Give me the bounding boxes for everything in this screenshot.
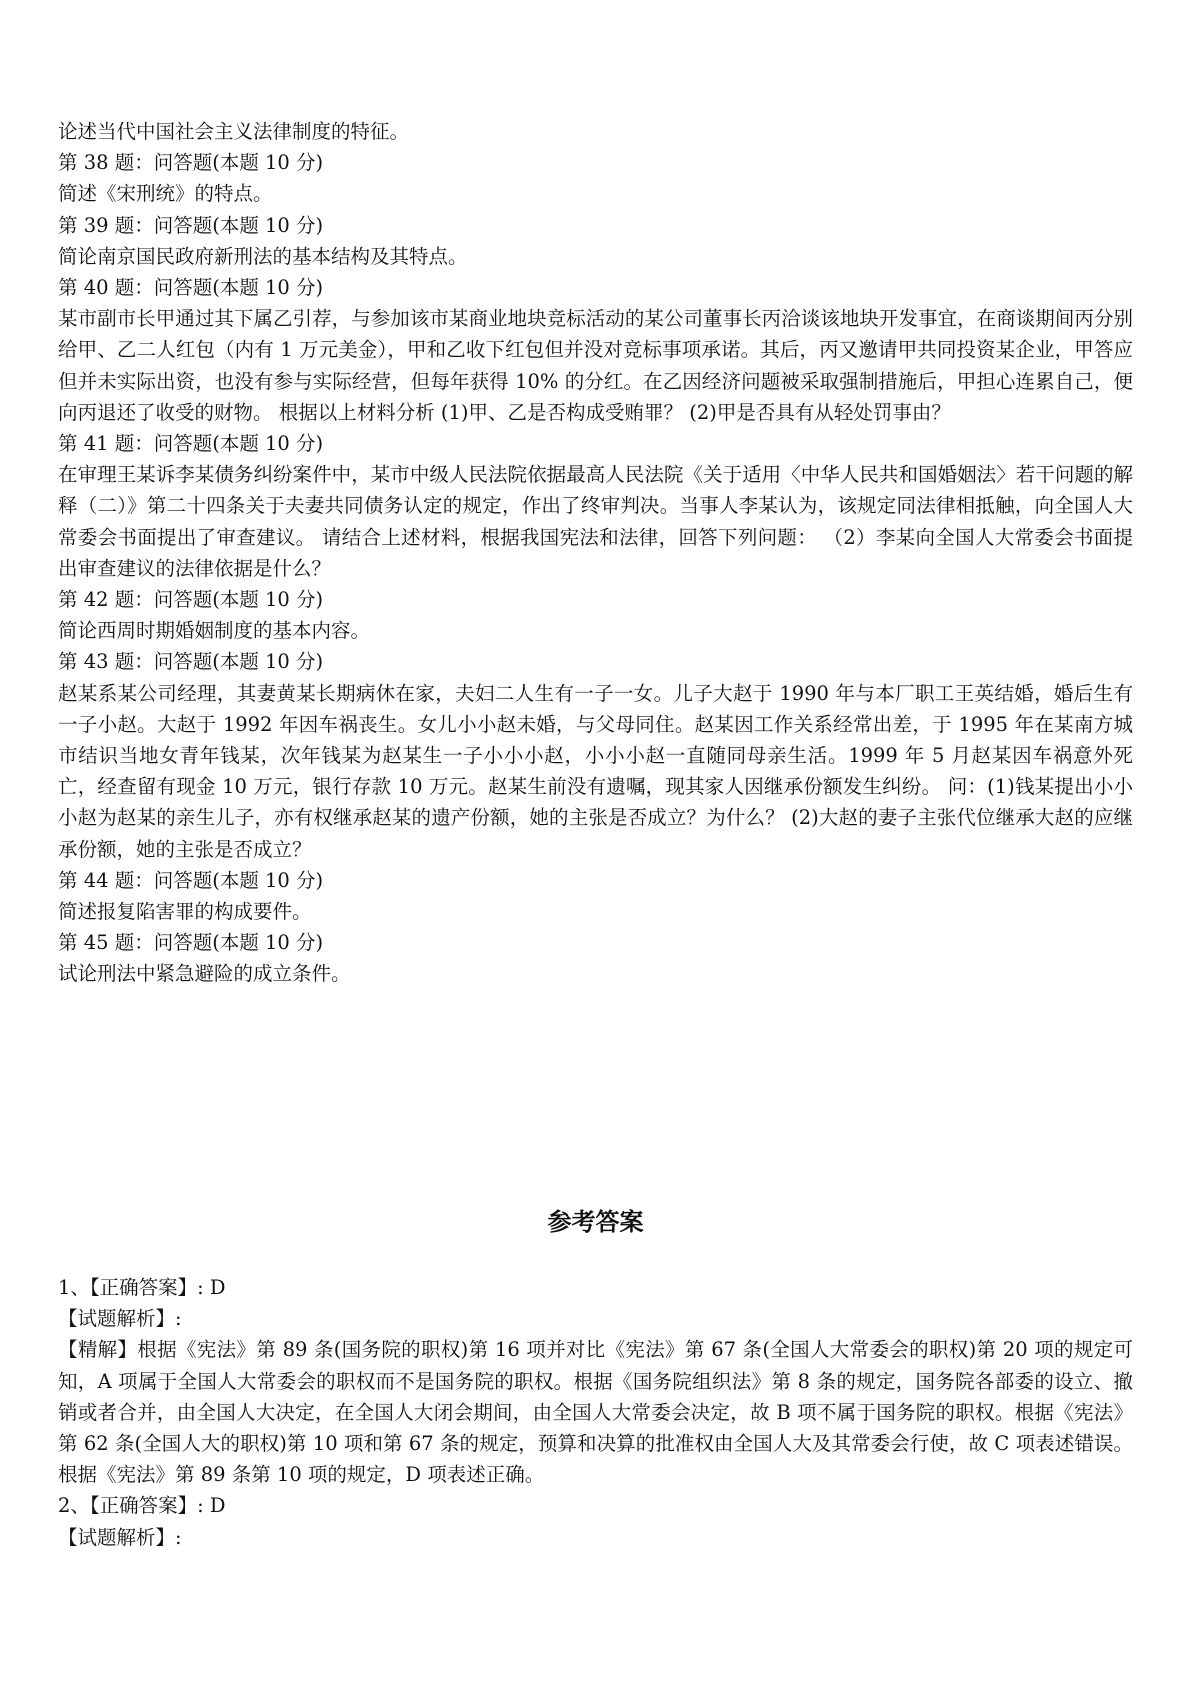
- question-41-header: 第 41 题：问答题(本题 10 分): [58, 432, 324, 456]
- answer-1-analysis-label: 【试题解析】:: [58, 1307, 182, 1331]
- question-42-header: 第 42 题：问答题(本题 10 分): [58, 588, 324, 612]
- question-44-text: 简述报复陷害罪的构成要件。: [58, 900, 312, 924]
- question-45-text: 试论刑法中紧急避险的成立条件。: [58, 962, 351, 986]
- questions-section: [58, 116, 1133, 990]
- question-44-header: 第 44 题：问答题(本题 10 分): [58, 868, 324, 892]
- answers-section: [58, 1272, 1133, 1553]
- question-45-header: 第 45 题：问答题(本题 10 分): [58, 931, 324, 955]
- question-40-header: 第 40 题：问答题(本题 10 分): [58, 276, 324, 300]
- answer-1-header: 1、【正确答案】: D: [58, 1276, 226, 1299]
- question-39-text: 简论南京国民政府新刑法的基本结构及其特点。: [58, 244, 468, 268]
- answer-2-analysis-label: 【试题解析】:: [58, 1525, 182, 1549]
- question-39-header: 第 39 题：问答题(本题 10 分): [58, 213, 324, 237]
- question-38-header: 第 38 题：问答题(本题 10 分): [58, 151, 324, 175]
- answer-1-explanation: 【精解】根据《宪法》第 89 条(国务院的职权)第 16 项并对比《宪法》第 67 条(全国人大常委会的职权)第 20 项的规定可知，A 项属于全国人大常委会的职权而不是国务院的职权。根据《国务院组织法》第 8 条的规定，国务院各部委的设立、撤销或者合并，由全国人大决定，在全国人大闭会期间，由全国人大常委会决定，故 B 项不属于国务院的职权。根据《宪法》第 62 条(全国人大的职权)第 10 项和第 67 条的规定，预算和决算的批准权由全国人大及其常委会行使，故 C 项表述错误。根据《宪法》第 89 条第 10 项的规定，D 项表述正确。: [58, 1338, 1133, 1487]
- answers-title: 参考答案: [547, 1207, 644, 1236]
- question-43-text: 赵某系某公司经理，其妻黄某长期病休在家，夫妇二人生有一子一女。儿子大赵于 1990 年与本厂职工王英结婚，婚后生有一子小赵。大赵于 1992 年因车祸丧生。女儿小小赵未婚，与父母同住。赵某因工作关系经常出差，于 1995 年在某南方城市结识当地女青年钱某，次年钱某为赵某生一子小小小赵，小小小赵一直随同母亲生活。1999 年 5 月赵某因车祸意外死亡，经查留有现金 10 万元，银行存款 10 万元。赵某生前没有遗嘱，现其家人因继承份额发生纠纷。 问：(1)钱某提出小小小赵为赵某的亲生儿子，亦有权继承赵某的遗产份额，她的主张是否成立？为什么？ (2)大赵的妻子主张代位继承大赵的应继承份额，她的主张是否成立？: [58, 681, 1133, 861]
- answer-2-header: 2、【正确答案】: D: [58, 1494, 226, 1518]
- question-38-text: 简述《宋刑统》的特点。: [58, 182, 273, 206]
- question-42-text: 简论西周时期婚姻制度的基本内容。: [58, 619, 371, 643]
- question-41-text: 在审理王某诉李某债务纠纷案件中，某市中级人民法院依据最高人民法院《关于适用〈中华人民共和国婚姻法〉若干问题的解释（二）》第二十四条关于夫妻共同债务认定的规定，作出了终审判决。当事人李某认为，该规定同法律相抵触，向全国人大常委会书面提出了审查建议。 请结合上述材料，根据我国宪法和法律，回答下列问题： （2）李某向全国人大常委会书面提出审查建议的法律依据是什么？: [58, 463, 1133, 580]
- question-40-text: 某市副市长甲通过其下属乙引荐，与参加该市某商业地块竞标活动的某公司董事长丙洽谈该地块开发事宜，在商谈期间丙分别给甲、乙二人红包（内有 1 万元美金），甲和乙收下红包但并没对竞标事项承诺。其后，丙又邀请甲共同投资某企业，甲答应但并未实际出资，也没有参与实际经营，但每年获得 10% 的分红。在乙因经济问题被采取强制措施后，甲担心连累自己，便向丙退还了收受的财物。 根据以上材料分析 (1)甲、乙是否构成受贿罪？ (2)甲是否具有从轻处罚事由？: [58, 307, 1133, 424]
- question-43-header: 第 43 题：问答题(本题 10 分): [58, 650, 324, 674]
- question-37-text: 论述当代中国社会主义法律制度的特征。: [58, 120, 410, 143]
